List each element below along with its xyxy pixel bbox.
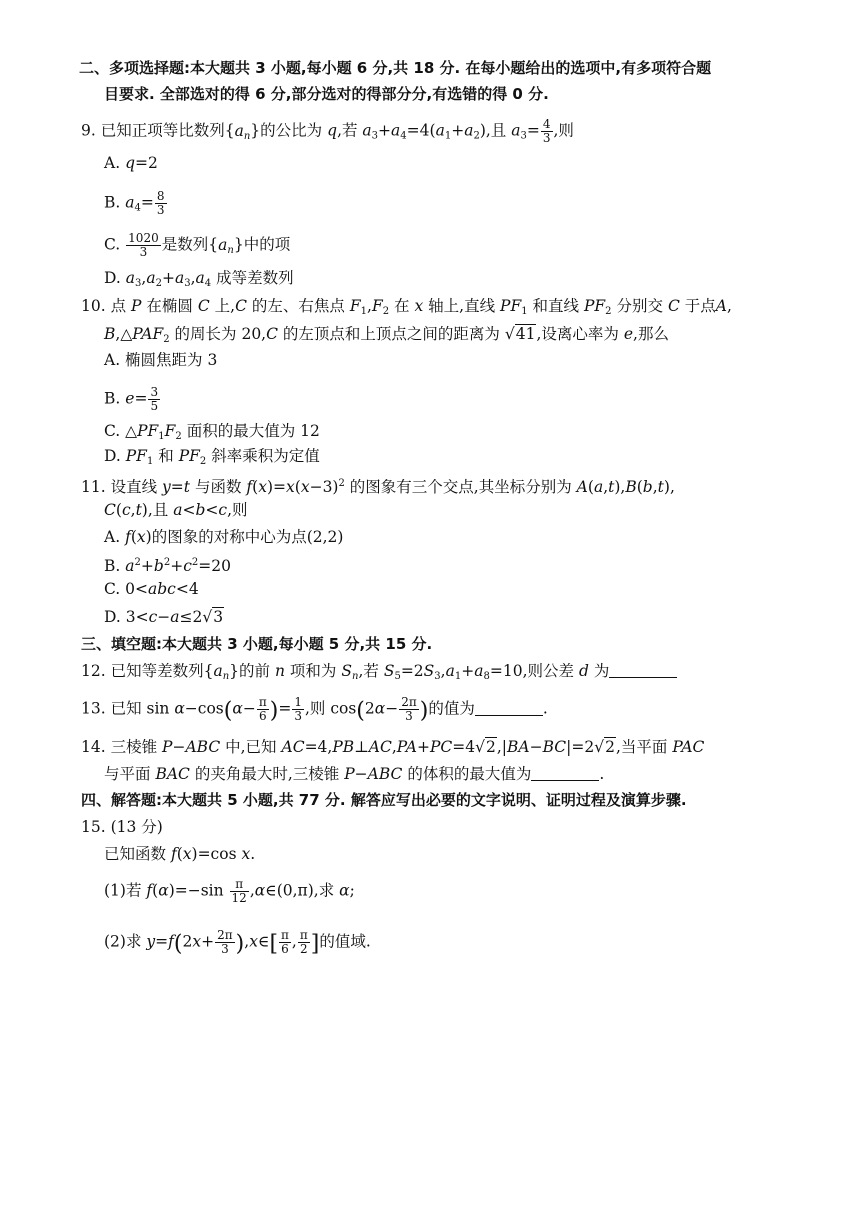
question-15-given: 已知函数 f(x)=cos x. bbox=[104, 845, 256, 863]
question-11-option-c: C. 0<abc<4 bbox=[104, 580, 199, 598]
question-9-stem: 9. 已知正项等比数列$\{a_n\}$的公比为 q,若 $a_3+a_4=4(a_1+a_2)$,且 $a_3=$ $\frac{4}{3}$ ,则 bbox=[81, 117, 574, 145]
question-9-option-b: B. $a_4=$ $\frac{8}{3}$ bbox=[104, 189, 165, 217]
answer-blank-12[interactable] bbox=[609, 663, 677, 678]
question-14-line1: 14. 三棱锥 P−ABC 中,已知 AC=4,PB⊥AC,PA+PC=4√2,|BA−BC|=2√2,当平面 PAC bbox=[81, 738, 705, 756]
question-12: 12. 已知等差数列$\{a_n\}$的前 n 项和为 $S_n$,若 $S_5=2S_3,a_1+a_8=10$,则公差 d 为 bbox=[81, 661, 677, 687]
question-9-option-c: C. $\frac{1020}{3}$ 是数列$\{a_n\}$中的项 bbox=[104, 231, 291, 259]
question-10-stem-line2: $B,\triangle PAF_2$ 的周长为 20,C 的左顶点和上顶点之间的距离为 √41,设离心率为 e,那么 bbox=[104, 325, 669, 345]
question-10-option-c: C. $\triangle PF_1F_2$ 面积的最大值为 12 bbox=[104, 422, 320, 442]
answer-blank-13[interactable] bbox=[475, 701, 543, 716]
question-11-option-a: A. f(x)的图象的对称中心为点(2,2) bbox=[104, 528, 344, 546]
question-10-option-b: B. e= $\frac{3}{5}$ bbox=[104, 385, 159, 413]
question-13: 13. 已知 sin α−cos(α− $\frac{\pi}{6}$ )= $\frac{1}{3}$ ,则 cos(2α− $\frac{2\pi}{3}$ )的值为 . bbox=[81, 695, 548, 724]
question-11-option-d: D. 3<c−a≤2√3 bbox=[104, 608, 224, 626]
question-10-stem-line1: 10. 点 P 在椭圆 C 上,C 的左、右焦点 $F_1,F_2$ 在 x 轴上,直线 $PF_1$ 和直线 $PF_2$ 分别交 C 于点A, bbox=[81, 297, 732, 317]
section-4-header: 四、解答题:本大题共 5 小题,共 77 分. 解答应写出必要的文字说明、证明过程及演算步骤. bbox=[81, 791, 687, 809]
question-11-stem-line1: 11. 设直线 y=t 与函数 $f(x)=x(x-3)^2$ 的图象有三个交点,其坐标分别为 A(a,t),B(b,t), bbox=[81, 478, 675, 496]
question-15-part1: (1)若 f(α)=−sin $\frac{\pi}{12}$ ,α∈(0,π),求 α; bbox=[104, 877, 355, 905]
question-11-stem-line2: C(c,t),且 a<b<c,则 bbox=[104, 501, 248, 519]
answer-blank-14[interactable] bbox=[531, 766, 599, 781]
question-10-option-a: A. 椭圆焦距为 3 bbox=[104, 351, 218, 369]
question-14-line2: 与平面 BAC 的夹角最大时,三棱锥 P−ABC 的体积的最大值为 . bbox=[104, 765, 605, 783]
section-2-header-line1: 二、多项选择题:本大题共 3 小题,每小题 6 分,共 18 分. 在每小题给出的选项中,有多项符合题 bbox=[79, 59, 712, 77]
question-15-header: 15. (13 分) bbox=[81, 818, 163, 836]
question-11-option-b: B. $a^2+b^2+c^2=20$ bbox=[104, 557, 231, 575]
question-9-option-a: A. q=2 bbox=[104, 154, 158, 172]
question-15-part2: (2)求 y=f(2x+ $\frac{2\pi}{3}$ ),x∈[ $\frac{\pi}{6}$ , $\frac{\pi}{2}$ ]的值域. bbox=[104, 928, 371, 957]
question-9-option-d: D. $a_3,a_2+a_3,a_4$ 成等差数列 bbox=[104, 269, 294, 289]
section-2-header-line2: 目要求. 全部选对的得 6 分,部分选对的得部分分,有选错的得 0 分. bbox=[104, 85, 549, 103]
question-10-option-d: D. $PF_1$ 和 $PF_2$ 斜率乘积为定值 bbox=[104, 447, 320, 467]
section-3-header: 三、填空题:本大题共 3 小题,每小题 5 分,共 15 分. bbox=[81, 635, 433, 653]
